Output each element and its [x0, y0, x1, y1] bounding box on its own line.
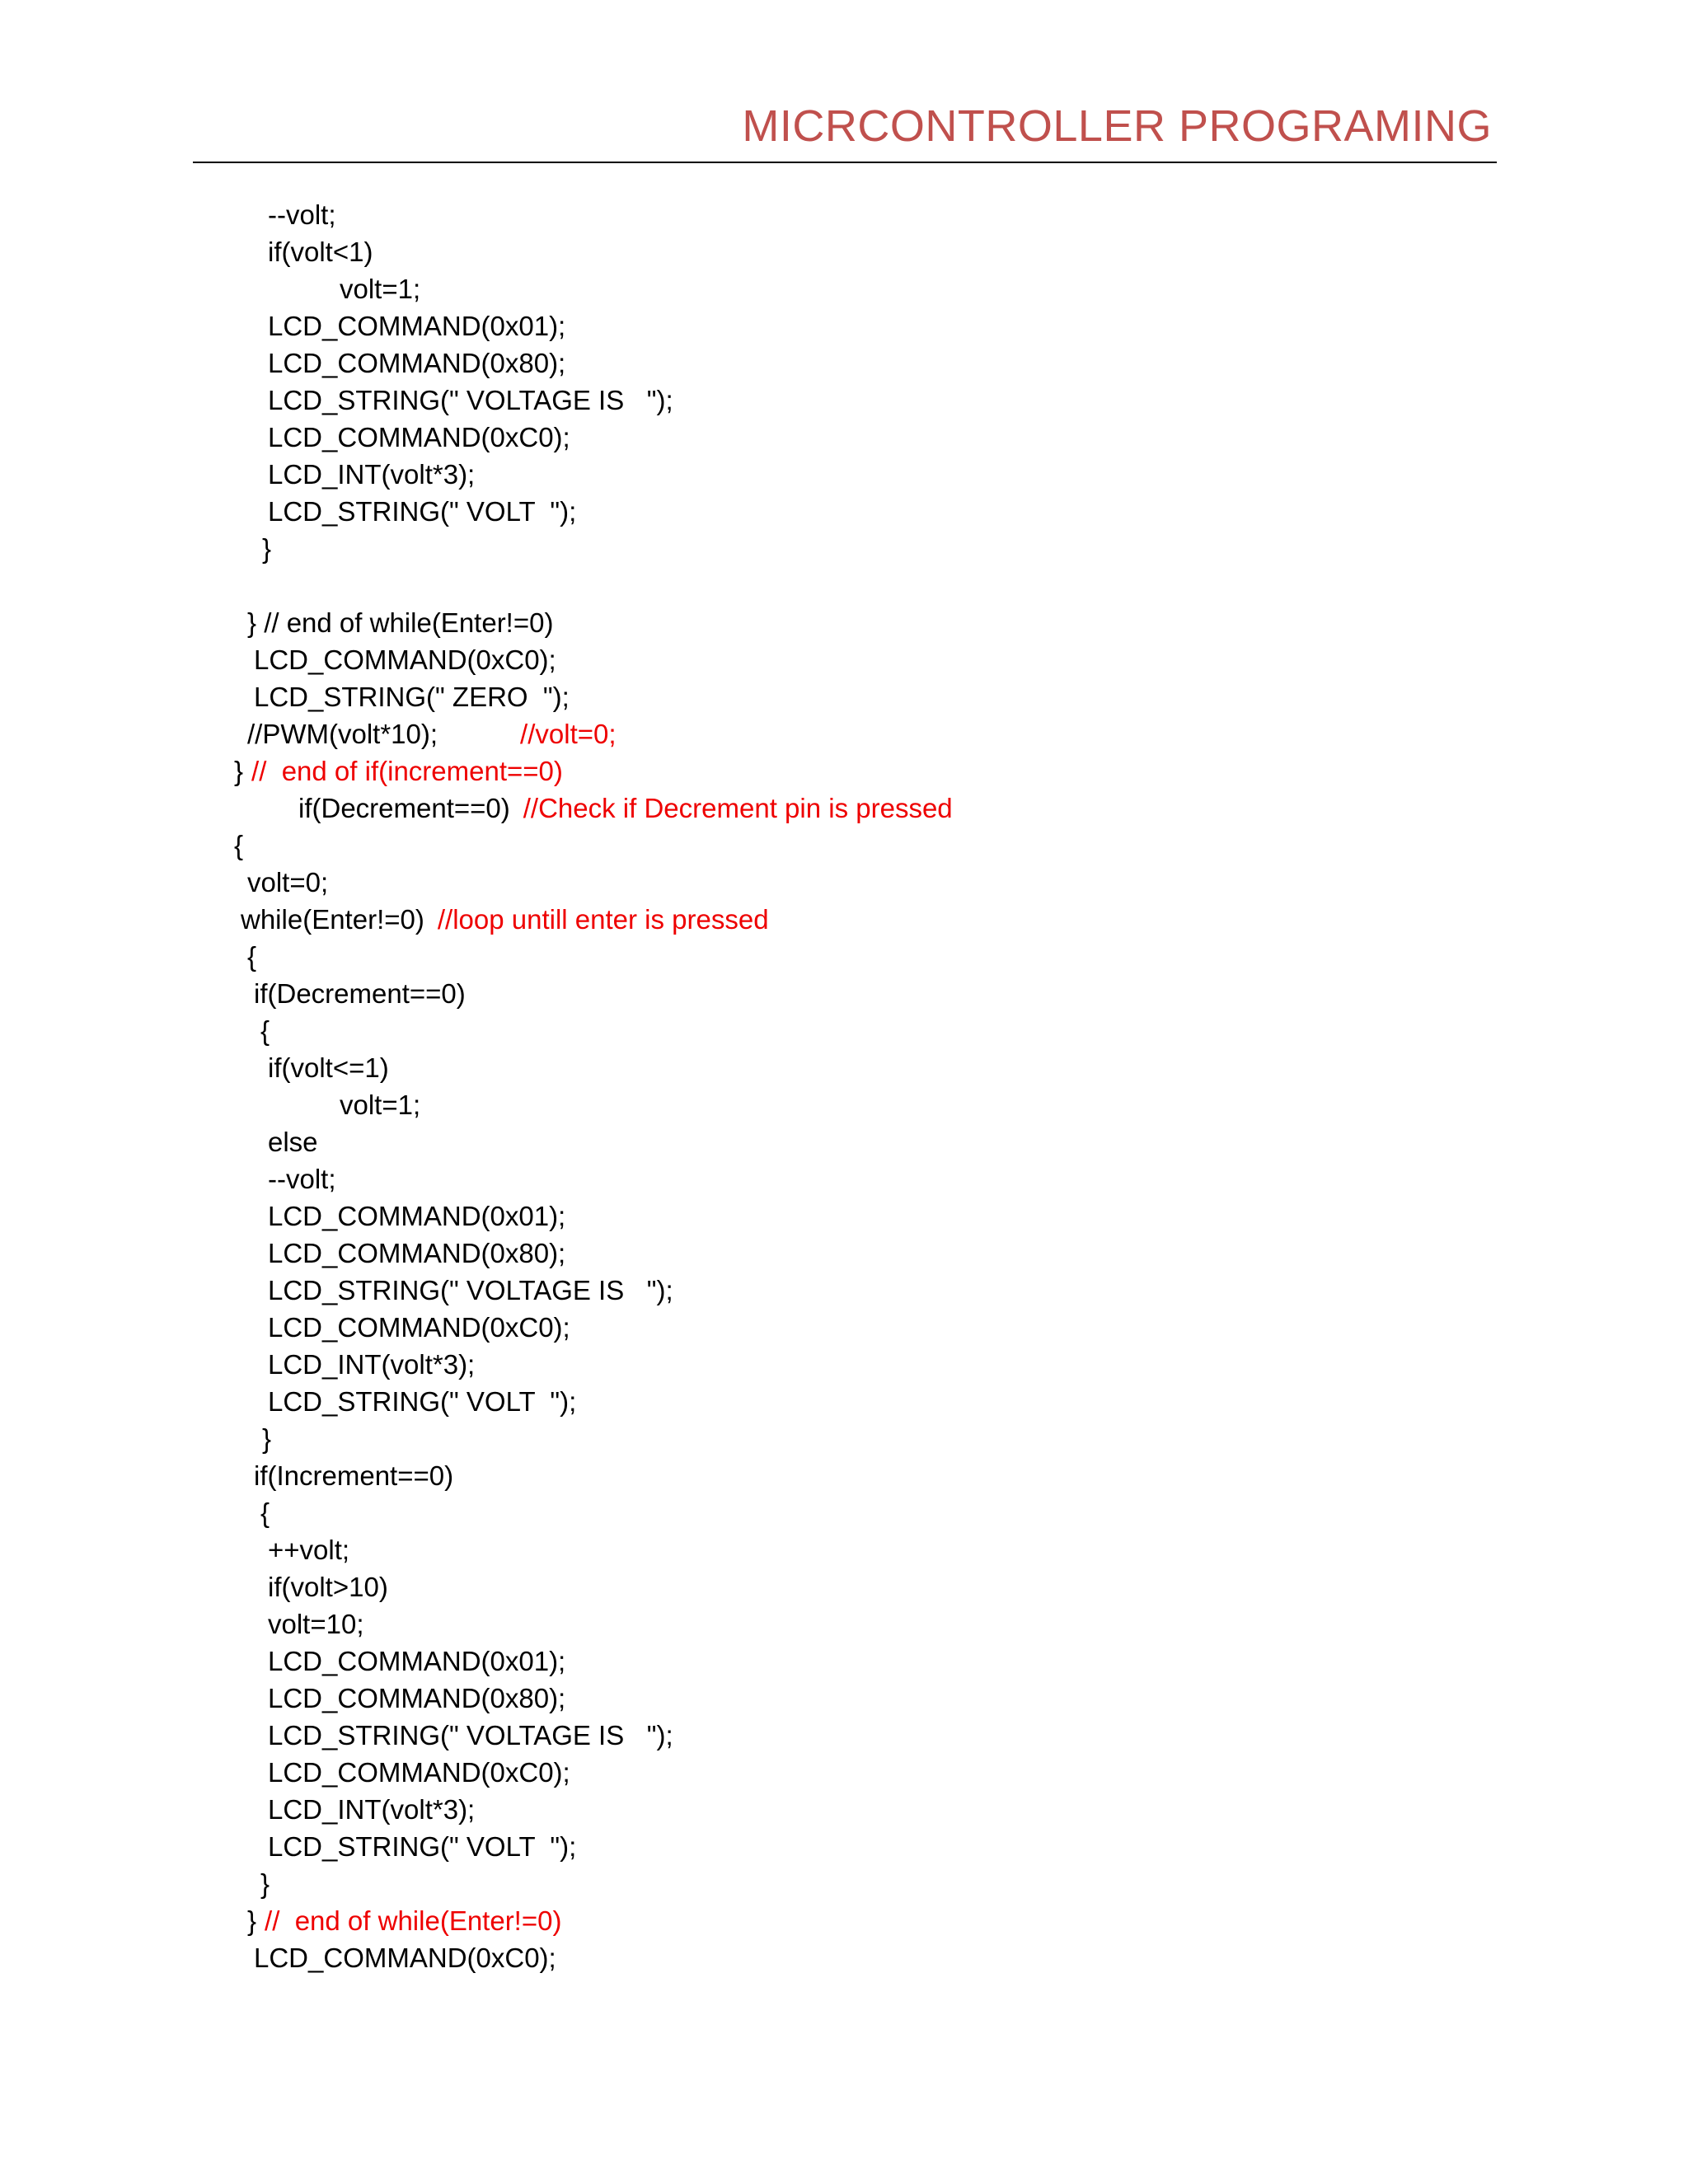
code-line	[262, 1420, 271, 1457]
code-comment: // end of if(increment==0)	[251, 756, 563, 786]
code-comment: // end of while(Enter!=0)	[265, 1905, 562, 1936]
code-text: LCD_INT(volt*3);	[268, 1794, 476, 1825]
code-text: --volt;	[268, 1164, 336, 1194]
code-text: if(volt<1)	[268, 237, 373, 267]
code-text: volt=10;	[268, 1609, 364, 1639]
code-text: if(Decrement==0)	[298, 793, 510, 823]
code-line	[340, 270, 420, 307]
code-line	[268, 233, 373, 270]
code-line	[268, 1643, 565, 1680]
code-text: if(Increment==0)	[254, 1460, 454, 1491]
code-text: }	[234, 756, 244, 786]
code-line	[260, 1012, 270, 1049]
code-line	[254, 975, 466, 1012]
code-line	[268, 1123, 318, 1160]
code-line	[254, 678, 570, 715]
code-text: LCD_STRING(" VOLTAGE IS ");	[268, 1720, 673, 1750]
code-line	[254, 1939, 556, 1976]
code-line	[247, 715, 617, 752]
code-text: LCD_STRING(" VOLTAGE IS ");	[268, 385, 673, 415]
code-text: {	[247, 941, 257, 972]
code-line	[247, 938, 256, 975]
code-line	[268, 1717, 673, 1754]
code-text: LCD_COMMAND(0xC0);	[254, 1943, 556, 1973]
code-line	[268, 1049, 389, 1086]
code-line	[268, 419, 570, 456]
code-text: LCD_STRING(" ZERO ");	[254, 682, 570, 712]
code-text: --volt;	[268, 199, 336, 230]
code-text: ++volt;	[268, 1535, 350, 1565]
code-line	[268, 344, 565, 382]
code-text: LCD_COMMAND(0x01);	[268, 1646, 566, 1676]
code-text: LCD_COMMAND(0x80);	[268, 1683, 566, 1713]
code-text: LCD_STRING(" VOLTAGE IS ");	[268, 1275, 673, 1305]
code-line	[268, 456, 475, 493]
code-text: {	[260, 1015, 270, 1046]
code-line	[268, 1197, 565, 1235]
code-line	[268, 1828, 576, 1865]
code-text: while(Enter!=0)	[241, 904, 424, 935]
code-text: }	[262, 1423, 272, 1454]
code-text: {	[234, 830, 244, 860]
code-line	[268, 1235, 565, 1272]
code-line	[268, 382, 673, 419]
code-text: LCD_INT(volt*3);	[268, 1349, 476, 1380]
code-text: }	[262, 533, 272, 564]
code-line	[268, 493, 576, 530]
code-line	[260, 1494, 270, 1531]
code-comment: //Check if Decrement pin is pressed	[523, 793, 953, 823]
code-text: {	[260, 1497, 270, 1528]
code-text: LCD_COMMAND(0x01);	[268, 1201, 566, 1231]
code-line	[260, 1865, 270, 1902]
code-line	[268, 1605, 364, 1643]
page-header-title: MICRCONTROLLER PROGRAMING	[742, 101, 1492, 151]
code-line	[298, 790, 953, 827]
code-line	[254, 641, 556, 678]
code-text: if(volt<=1)	[268, 1052, 389, 1083]
code-text: volt=1;	[340, 274, 421, 304]
code-text: LCD_STRING(" VOLT ");	[268, 1386, 577, 1417]
code-line	[262, 530, 271, 567]
code-line	[254, 1457, 453, 1494]
code-line	[247, 1902, 561, 1939]
code-text: else	[268, 1127, 318, 1157]
code-line	[268, 1680, 565, 1717]
code-line	[268, 196, 336, 233]
code-comment: //loop untill enter is pressed	[437, 904, 769, 935]
code-line	[247, 604, 553, 641]
code-text: LCD_COMMAND(0x80);	[268, 1238, 566, 1268]
code-text: LCD_STRING(" VOLT ");	[268, 1831, 577, 1862]
code-line	[268, 1383, 576, 1420]
code-text: //PWM(volt*10);	[247, 719, 438, 749]
code-text: LCD_STRING(" VOLT ");	[268, 496, 577, 527]
code-text: volt=1;	[340, 1090, 421, 1120]
code-text: LCD_COMMAND(0x80);	[268, 348, 566, 378]
code-text: }	[247, 1905, 257, 1936]
code-text: LCD_INT(volt*3);	[268, 459, 476, 490]
code-text: LCD_COMMAND(0xC0);	[254, 644, 556, 675]
code-line	[340, 1086, 420, 1123]
code-line	[268, 1754, 570, 1791]
code-text: LCD_COMMAND(0xC0);	[268, 1757, 570, 1788]
code-line	[268, 1309, 570, 1346]
code-line	[268, 1272, 673, 1309]
code-text: LCD_COMMAND(0xC0);	[268, 422, 570, 452]
code-line	[268, 1568, 388, 1605]
code-text: } // end of while(Enter!=0)	[247, 607, 554, 638]
code-line	[241, 901, 769, 938]
code-comment: //volt=0;	[520, 719, 617, 749]
code-line	[268, 1346, 475, 1383]
code-text: if(volt>10)	[268, 1572, 388, 1602]
code-line	[234, 827, 243, 864]
code-line	[234, 752, 563, 790]
header-divider	[193, 162, 1497, 163]
code-text: if(Decrement==0)	[254, 978, 466, 1009]
code-line	[247, 864, 328, 901]
code-text: }	[260, 1868, 270, 1899]
code-text: LCD_COMMAND(0x01);	[268, 311, 566, 341]
code-line	[268, 307, 565, 344]
code-line	[268, 1791, 475, 1828]
code-line	[268, 1531, 349, 1568]
code-text: volt=0;	[247, 867, 329, 898]
code-line	[268, 1160, 336, 1197]
code-text: LCD_COMMAND(0xC0);	[268, 1312, 570, 1343]
